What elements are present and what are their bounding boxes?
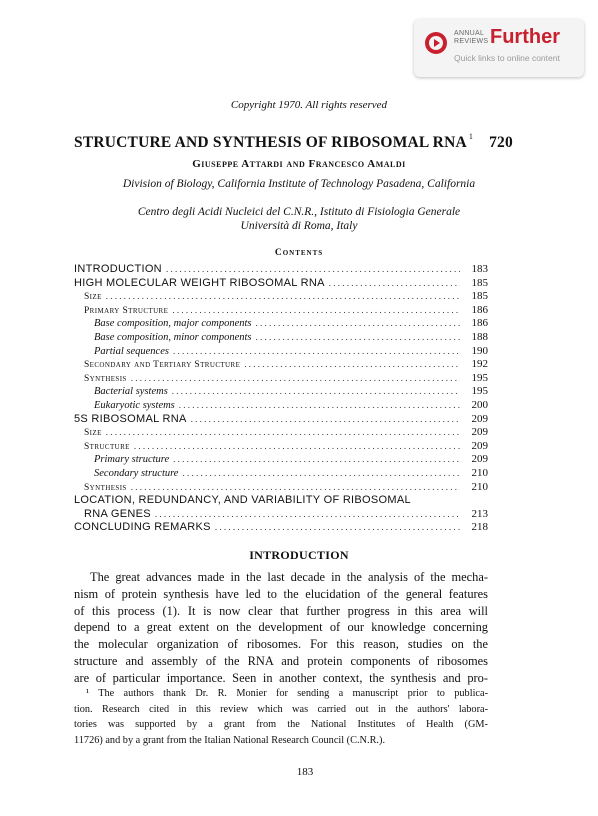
- toc-entry-title: RNA GENES: [84, 507, 151, 520]
- toc-dot-leader: [182, 468, 460, 478]
- footnote-line: tion. Research cited in this review which was carried out in the authors' labora-: [74, 703, 488, 715]
- affiliation-rome-line2: Università di Roma, Italy: [240, 220, 358, 232]
- toc-entry-page: 200: [471, 398, 488, 411]
- toc-entry: [74, 358, 488, 372]
- toc-dot-leader: [166, 264, 460, 274]
- toc-dot-leader: [131, 482, 460, 492]
- affiliation-caltech: Division of Biology, California Institute of Technology Pasadena, California: [122, 178, 476, 190]
- toc-entry-page: 192: [471, 358, 488, 371]
- paragraph-line: are of particular importance. Seen in another context, the synthesis and pro-: [74, 670, 488, 685]
- toc-dot-leader: [134, 441, 460, 451]
- toc-entry: [74, 494, 488, 508]
- toc-entry: [74, 263, 488, 277]
- paragraph-line: structure and assembly of the RNA and protein components of ribosomes: [74, 653, 488, 668]
- paragraph-line: the molecular organization of ribosomes. For this reason, studies on the: [74, 637, 488, 652]
- paragraph-line: nism of protein synthesis have led to the elucidation of the general features: [74, 586, 488, 601]
- toc-dot-leader: [191, 414, 460, 424]
- toc-entry-title: Partial sequences: [94, 345, 169, 357]
- toc-entry: [74, 345, 488, 359]
- toc-entry-page: 186: [471, 303, 488, 316]
- introduction-paragraph: [74, 569, 488, 687]
- toc-entry: [74, 372, 488, 386]
- toc-entry-title: Base composition, major components: [94, 318, 252, 330]
- toc-entry-page: 209: [471, 439, 488, 452]
- toc-dot-leader: [106, 427, 460, 437]
- paragraph-line: The great advances made in the last decade in the analysis of the mecha-: [90, 570, 488, 584]
- contents-heading: Contents: [274, 248, 324, 258]
- toc-entry-page: 195: [471, 385, 488, 398]
- toc-entry-page: 185: [471, 276, 488, 289]
- toc-entry-title: 5S RIBOSOMAL RNA: [74, 412, 187, 425]
- article-title-text: STRUCTURE AND SYNTHESIS OF RIBOSOMAL RNA: [74, 134, 467, 151]
- toc-entry: [74, 290, 488, 304]
- title-footnote-mark: 1: [468, 132, 474, 141]
- toc-entry-title: Primary structure: [94, 454, 170, 466]
- toc-entry: [74, 331, 488, 345]
- toc-entry-title: Secondary structure: [94, 467, 179, 479]
- toc-dot-leader: [155, 509, 460, 519]
- toc-entry-page: 209: [471, 426, 488, 439]
- toc-entry-page: 186: [471, 317, 488, 330]
- section-heading: INTRODUCTION: [249, 548, 349, 562]
- affiliation-rome-line1: Centro degli Acidi Nucleici del C.N.R., Istituto di Fisiologia Generale: [137, 206, 461, 218]
- toc-entry-page: 195: [471, 371, 488, 384]
- footnote: [74, 686, 488, 748]
- toc-dot-leader: [244, 359, 460, 369]
- toc-entry: [74, 317, 488, 331]
- toc-dot-leader: [106, 291, 460, 301]
- toc-entry-title: Primary Structure: [84, 305, 169, 316]
- toc-entry-title: Eukaryotic systems: [94, 399, 175, 411]
- banner-publisher: ANNUAL REVIEWS: [454, 30, 489, 45]
- toc-dot-leader: [329, 278, 460, 288]
- toc-entry-title: Structure: [84, 441, 130, 452]
- toc-dot-leader: [131, 373, 460, 383]
- toc-entry-page: 210: [471, 466, 488, 479]
- toc-entry: [74, 399, 488, 413]
- toc-dot-leader: [173, 454, 460, 464]
- footnote-line: ¹ The authors thank Dr. R. Monier for sending a manuscript prior to publica-: [86, 688, 488, 699]
- toc-dot-leader: [172, 386, 460, 396]
- toc-dot-leader: [179, 400, 460, 410]
- toc-entry: [74, 481, 488, 495]
- toc-entry: [74, 440, 488, 454]
- toc-entry: [74, 453, 488, 467]
- annual-reviews-logo-icon: [424, 31, 448, 55]
- toc-entry: [74, 426, 488, 440]
- toc-entry-page: 213: [471, 507, 488, 520]
- toc-entry: [74, 467, 488, 481]
- toc-entry-page: 209: [471, 412, 488, 425]
- toc-entry-title: Synthesis: [84, 373, 127, 384]
- toc-entry: [74, 385, 488, 399]
- toc-dot-leader: [256, 318, 461, 328]
- article-number: 720: [489, 134, 513, 151]
- toc-dot-leader: [172, 305, 460, 315]
- toc-dot-leader: [173, 346, 460, 356]
- toc-entry-title: Size: [84, 428, 102, 439]
- toc-entry-page: 210: [471, 480, 488, 493]
- footnote-line: tories was supported by a grant from the National Institutes of Health (GM-: [74, 719, 488, 731]
- toc-entry-page: 209: [471, 453, 488, 466]
- toc-entry-title: Base composition, minor components: [94, 331, 252, 343]
- toc-entry-title: Size: [84, 292, 102, 303]
- toc-entry: [74, 277, 488, 291]
- toc-entry-page: 183: [471, 263, 488, 275]
- toc-entry-title: INTRODUCTION: [74, 263, 162, 275]
- toc-entry-page: 218: [471, 521, 488, 534]
- paragraph-line: of this process (1). It is now clear that further progress in this area will: [74, 603, 488, 618]
- toc-entry-title: CONCLUDING REMARKS: [74, 521, 211, 534]
- toc-dot-leader: [256, 332, 461, 342]
- toc-entry: [74, 521, 488, 535]
- toc-entry-title: Synthesis: [84, 482, 127, 493]
- toc-entry-page: 190: [471, 344, 488, 357]
- footnote-line: 11726) and by a grant from the Italian National Research Council (C.N.R.).: [74, 734, 386, 746]
- banner-subtitle: Quick links to online content: [454, 53, 560, 63]
- toc-entry: [74, 508, 488, 522]
- authors: Giuseppe Attardi and Francesco Amaldi: [192, 158, 406, 170]
- further-banner[interactable]: [414, 19, 584, 77]
- article-title: [74, 132, 513, 152]
- toc-entry-title: Bacterial systems: [94, 386, 168, 398]
- paragraph-line: depend to a great extent on the development of our knowledge concerning: [74, 620, 488, 635]
- toc-entry: [74, 413, 488, 427]
- toc-entry: [74, 304, 488, 318]
- copyright-notice: Copyright 1970. All rights reserved: [230, 99, 388, 111]
- banner-further-label: Further: [490, 26, 560, 48]
- toc-dot-leader: [215, 522, 460, 532]
- toc-entry-page: 185: [471, 290, 488, 303]
- page-number: 183: [296, 766, 314, 778]
- toc-entry-title: HIGH MOLECULAR WEIGHT RIBOSOMAL RNA: [74, 276, 325, 289]
- toc-entry-page: 188: [471, 330, 488, 343]
- toc-entry-title: LOCATION, REDUNDANCY, AND VARIABILITY OF RIBOSOMAL: [74, 494, 411, 507]
- toc-entry-title: Secondary and Tertiary Structure: [84, 360, 241, 371]
- table-of-contents: [74, 263, 488, 535]
